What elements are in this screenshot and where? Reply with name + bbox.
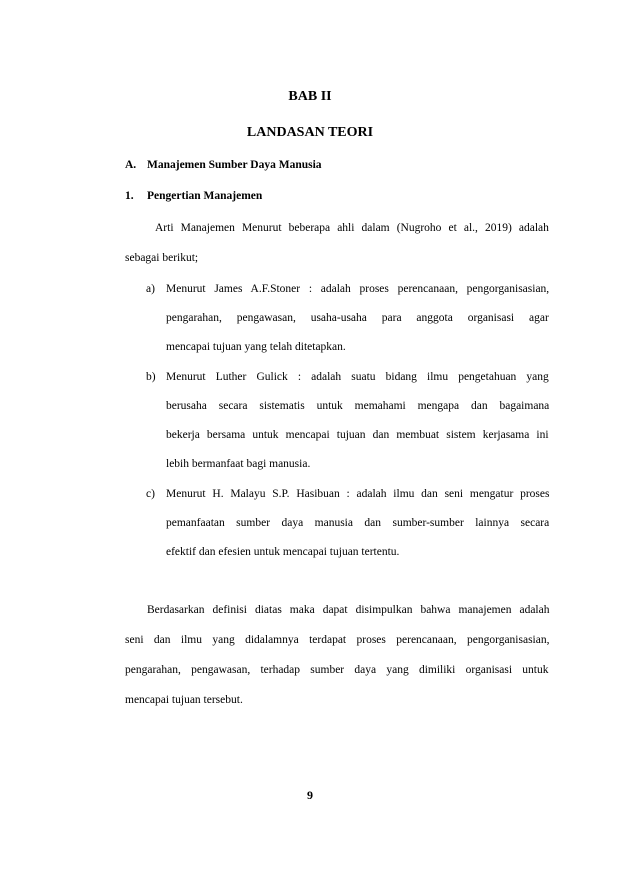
conclusion-line-1: Berdasarkan definisi diatas maka dapat disimpulkan bahwa manajemen adalah <box>147 604 550 616</box>
conclusion-line-3: pengarahan, pengawasan, terhadap sumber daya yang dimiliki organisasi untuk <box>125 664 549 676</box>
chapter-title: LANDASAN TEORI <box>246 125 374 140</box>
list-item-a-line: mencapai tujuan yang telah ditetapkan. <box>166 341 346 353</box>
list-item-c-marker: c) <box>146 488 155 500</box>
page-number: 9 <box>307 788 313 802</box>
list-item-c-line: Menurut H. Malayu S.P. Hasibuan : adalah ilmu dan seni mengatur proses <box>166 488 550 500</box>
subsection-1-heading: Pengertian Manajemen <box>147 190 263 202</box>
intro-line-1: Arti Manajemen Menurut beberapa ahli dalam (Nugroho et al., 2019) adalah <box>155 222 549 234</box>
list-item-a-line: Menurut James A.F.Stoner : adalah proses perencanaan, pengorganisasian, <box>166 283 550 295</box>
list-item-c-line: pemanfaatan sumber daya manusia dan sumber-sumber lainnya secara <box>166 517 550 529</box>
section-a-heading: Manajemen Sumber Daya Manusia <box>147 159 322 171</box>
list-item-c-line: efektif dan efesien untuk mencapai tujuan tertentu. <box>166 546 400 558</box>
list-item-b-line: berusaha secara sistematis untuk memahami mengapa dan bagaimana <box>166 400 550 412</box>
list-item-b-line: lebih bermanfaat bagi manusia. <box>166 458 311 470</box>
list-item-b-marker: b) <box>146 371 156 383</box>
list-item-b-line: Menurut Luther Gulick : adalah suatu bidang ilmu pengetahuan yang <box>166 371 549 383</box>
intro-line-2: sebagai berikut; <box>125 252 199 264</box>
chapter-heading: BAB II <box>288 89 332 104</box>
list-item-a-line: pengarahan, pengawasan, usaha-usaha para anggota organisasi agar <box>166 312 549 324</box>
list-item-a-marker: a) <box>146 283 155 295</box>
conclusion-line-4: mencapai tujuan tersebut. <box>125 694 243 706</box>
list-item-b-line: bekerja bersama untuk mencapai tujuan dan membuat sistem kerjasama ini <box>166 429 549 441</box>
section-a-marker: A. <box>125 159 137 171</box>
subsection-1-marker: 1. <box>125 190 134 202</box>
conclusion-line-2: seni dan ilmu yang didalamnya terdapat proses perencanaan, pengorganisasian, <box>125 634 550 646</box>
